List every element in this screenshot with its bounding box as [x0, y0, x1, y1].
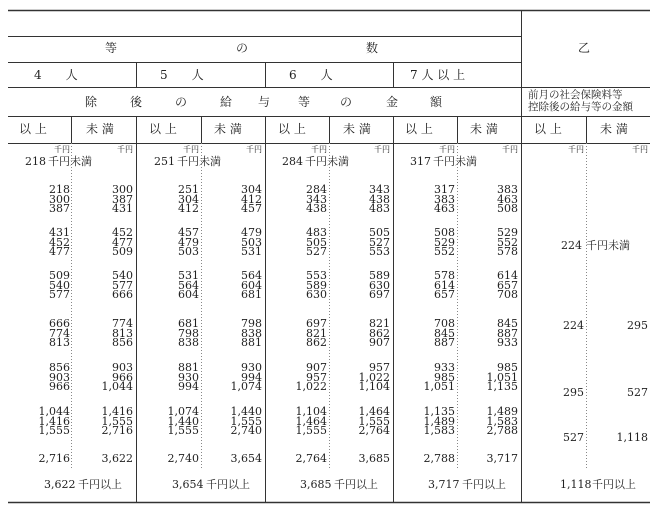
cell-ijo: 681 [178, 317, 199, 330]
cell-ijo: 862 [306, 336, 327, 349]
cell-miman: 2,740 [230, 424, 262, 437]
cell-first-value: 251 [154, 155, 175, 168]
cell-under-label: 千円未満 [177, 155, 221, 168]
cell-ijo: 1,416 [38, 414, 70, 428]
cell-miman: 1,074 [230, 380, 262, 393]
cell-miman: 477 [112, 235, 133, 249]
cell-miman: 553 [369, 245, 390, 258]
cell-ijo: 527 [306, 245, 327, 258]
header-people-6: 6 人 [289, 68, 333, 82]
cell-ijo: 431 [49, 226, 70, 239]
cell-miman: 985 [497, 361, 518, 374]
cell-ijo: 578 [434, 269, 455, 282]
otsu-first-value: 224 [561, 239, 582, 252]
col-header-miman: 未 満 [343, 122, 371, 136]
cell-ijo: 529 [434, 235, 455, 249]
cell-ijo: 300 [49, 192, 70, 206]
cell-miman: 697 [369, 288, 390, 301]
cell-ijo: 957 [306, 370, 327, 384]
header-deduct-char: の [340, 95, 353, 109]
unit-label: 千円 [183, 145, 199, 154]
cell-ijo: 251 [178, 183, 199, 196]
cell-miman: 2,716 [101, 424, 133, 437]
cell-miman: 862 [369, 326, 390, 340]
cell-ijo: 304 [178, 192, 199, 206]
cell-ijo: 553 [306, 269, 327, 282]
cell-miman: 630 [369, 278, 390, 292]
unit-label: 千円 [246, 145, 262, 154]
header-people-5: 5 人 [160, 68, 204, 82]
cell-miman: 1,555 [230, 414, 262, 428]
cell-miman: 614 [497, 269, 518, 282]
cell-miman: 966 [112, 370, 133, 384]
unit-label: 千円 [439, 145, 455, 154]
cell-ijo: 284 [306, 183, 327, 196]
cell-miman: 527 [369, 235, 390, 249]
otsu-over-label: 千円以上 [592, 478, 636, 491]
cell-last-value: 3,685 [300, 478, 332, 491]
cell-miman: 1,051 [486, 370, 518, 384]
cell-miman: 2,788 [486, 424, 518, 437]
header-otsu-desc-1: 前月の社会保険料等 [528, 89, 623, 101]
header-deduct-char: 額 [430, 95, 443, 109]
cell-first-value: 218 [25, 155, 46, 168]
cell-under-label: 千円未満 [48, 155, 92, 168]
cell-miman: 3,622 [101, 452, 133, 465]
cell-ijo: 845 [434, 326, 455, 340]
col-header-ijo: 以 上 [278, 122, 306, 136]
cell-miman: 589 [369, 269, 390, 282]
cell-miman: 343 [369, 183, 390, 196]
cell-miman: 452 [112, 226, 133, 239]
header-char-to: 等 [105, 41, 118, 55]
col-header-ijo: 以 上 [149, 122, 177, 136]
cell-ijo: 604 [178, 288, 199, 301]
cell-ijo: 614 [434, 278, 455, 292]
cell-miman: 798 [241, 317, 262, 330]
cell-ijo: 503 [178, 245, 199, 258]
cell-ijo: 477 [49, 245, 70, 258]
cell-miman: 479 [241, 226, 262, 239]
cell-miman: 505 [369, 226, 390, 239]
cell-miman: 483 [369, 202, 390, 215]
otsu-miman: 1,118 [616, 431, 648, 444]
cell-miman: 463 [497, 192, 518, 206]
cell-miman: 503 [241, 235, 262, 249]
cell-ijo: 1,489 [423, 414, 455, 428]
cell-miman: 383 [497, 183, 518, 196]
unit-label: 千円 [502, 145, 518, 154]
header-deduct-char: 後 [130, 95, 143, 109]
cell-miman: 1,104 [358, 380, 390, 393]
cell-ijo: 813 [49, 336, 70, 349]
header-deduct-char: 等 [298, 95, 311, 109]
header-otsu: 乙 [578, 41, 591, 55]
otsu-last-value: 1,118 [560, 478, 592, 491]
cell-ijo: 821 [306, 326, 327, 340]
cell-ijo: 463 [434, 202, 455, 215]
cell-ijo: 343 [306, 192, 327, 206]
header-char-no: の [236, 41, 249, 55]
unit-label: 千円 [311, 145, 327, 154]
cell-ijo: 881 [178, 361, 199, 374]
col-header-ijo: 以 上 [534, 122, 562, 136]
col-header-miman: 未 満 [86, 122, 114, 136]
cell-ijo: 907 [306, 361, 327, 374]
cell-ijo: 966 [49, 380, 70, 393]
cell-over-label: 千円以上 [206, 478, 250, 491]
cell-ijo: 994 [178, 380, 199, 393]
cell-ijo: 887 [434, 336, 455, 349]
cell-ijo: 1,022 [295, 380, 327, 393]
cell-ijo: 630 [306, 288, 327, 301]
header-deduct-char: 給 [220, 95, 233, 109]
cell-miman: 681 [241, 288, 262, 301]
cell-miman: 708 [497, 288, 518, 301]
cell-under-label: 千円未満 [305, 155, 349, 168]
header-deduct-char: の [175, 95, 188, 109]
cell-ijo: 552 [434, 245, 455, 258]
cell-ijo: 666 [49, 317, 70, 330]
cell-miman: 666 [112, 288, 133, 301]
col-header-ijo: 以 上 [19, 122, 47, 136]
col-header-ijo: 以 上 [405, 122, 433, 136]
cell-ijo: 577 [49, 288, 70, 301]
cell-miman: 838 [241, 326, 262, 340]
cell-miman: 457 [241, 202, 262, 215]
otsu-ijo: 224 [563, 319, 584, 332]
cell-miman: 3,685 [358, 452, 390, 465]
header-deduct-char: 金 [386, 95, 399, 109]
col-header-miman: 未 満 [470, 122, 498, 136]
cell-ijo: 1,074 [167, 405, 199, 418]
cell-miman: 1,022 [358, 370, 390, 384]
cell-ijo: 985 [434, 370, 455, 384]
cell-ijo: 1,555 [38, 424, 70, 437]
header-deduct-char: 与 [258, 95, 271, 109]
cell-ijo: 933 [434, 361, 455, 374]
cell-miman: 1,489 [486, 405, 518, 418]
cell-ijo: 2,740 [167, 452, 199, 465]
cell-ijo: 774 [49, 326, 70, 340]
cell-miman: 508 [497, 202, 518, 215]
cell-miman: 387 [112, 192, 133, 206]
cell-ijo: 457 [178, 226, 199, 239]
cell-ijo: 856 [49, 361, 70, 374]
unit-label: 千円 [117, 145, 133, 154]
cell-miman: 509 [112, 245, 133, 258]
cell-ijo: 412 [178, 202, 199, 215]
cell-ijo: 317 [434, 183, 455, 196]
cell-miman: 887 [497, 326, 518, 340]
cell-over-label: 千円以上 [462, 478, 506, 491]
cell-miman: 1,464 [358, 405, 390, 418]
cell-miman: 577 [112, 278, 133, 292]
otsu-under-label: 千円未満 [586, 239, 630, 252]
cell-miman: 1,555 [358, 414, 390, 428]
cell-miman: 907 [369, 336, 390, 349]
cell-ijo: 509 [49, 269, 70, 282]
header-people-4: 4 人 [34, 68, 78, 82]
cell-ijo: 505 [306, 235, 327, 249]
cell-miman: 529 [497, 226, 518, 239]
header-people-7: 7 人 以 上 [410, 68, 466, 82]
cell-miman: 578 [497, 245, 518, 258]
cell-ijo: 708 [434, 317, 455, 330]
cell-miman: 1,044 [101, 380, 133, 393]
cell-first-value: 317 [410, 155, 431, 168]
cell-ijo: 218 [49, 183, 70, 196]
cell-miman: 994 [241, 370, 262, 384]
cell-ijo: 1,440 [167, 414, 199, 428]
cell-ijo: 2,788 [423, 452, 455, 465]
header-char-kazu: 数 [366, 41, 379, 55]
cell-miman: 903 [112, 361, 133, 374]
unit-label: 千円 [568, 145, 584, 154]
cell-last-value: 3,717 [428, 478, 460, 491]
cell-ijo: 438 [306, 202, 327, 215]
header-deduct-char: 除 [85, 95, 98, 109]
cell-miman: 1,135 [486, 380, 518, 393]
cell-miman: 813 [112, 326, 133, 340]
cell-ijo: 697 [306, 317, 327, 330]
cell-miman: 431 [112, 202, 133, 215]
cell-ijo: 2,764 [295, 452, 327, 465]
cell-ijo: 903 [49, 370, 70, 384]
cell-under-label: 千円未満 [433, 155, 477, 168]
cell-miman: 774 [112, 317, 133, 330]
cell-ijo: 564 [178, 278, 199, 292]
cell-ijo: 1,555 [167, 424, 199, 437]
cell-first-value: 284 [282, 155, 303, 168]
cell-ijo: 1,044 [38, 405, 70, 418]
cell-ijo: 452 [49, 235, 70, 249]
cell-miman: 1,440 [230, 405, 262, 418]
cell-ijo: 589 [306, 278, 327, 292]
cell-miman: 552 [497, 235, 518, 249]
unit-label: 千円 [54, 145, 70, 154]
cell-miman: 3,717 [486, 452, 518, 465]
cell-ijo: 1,555 [295, 424, 327, 437]
cell-miman: 3,654 [230, 452, 262, 465]
cell-miman: 1,416 [101, 405, 133, 418]
cell-ijo: 540 [49, 278, 70, 292]
cell-ijo: 383 [434, 192, 455, 206]
cell-ijo: 930 [178, 370, 199, 384]
cell-miman: 821 [369, 317, 390, 330]
col-header-miman: 未 満 [214, 122, 242, 136]
cell-ijo: 1,104 [295, 405, 327, 418]
cell-ijo: 1,464 [295, 414, 327, 428]
cell-ijo: 508 [434, 226, 455, 239]
cell-miman: 531 [241, 245, 262, 258]
cell-ijo: 1,051 [423, 380, 455, 393]
cell-ijo: 657 [434, 288, 455, 301]
header-otsu-desc-2: 控除後の給与等の金額 [528, 101, 633, 113]
cell-ijo: 387 [49, 202, 70, 215]
cell-miman: 845 [497, 317, 518, 330]
cell-miman: 2,764 [358, 424, 390, 437]
cell-miman: 604 [241, 278, 262, 292]
cell-last-value: 3,654 [172, 478, 204, 491]
cell-miman: 300 [112, 183, 133, 196]
otsu-ijo: 527 [563, 431, 584, 444]
cell-ijo: 838 [178, 336, 199, 349]
cell-ijo: 1,583 [423, 424, 455, 437]
col-header-miman: 未 満 [600, 122, 628, 136]
cell-miman: 957 [369, 361, 390, 374]
cell-last-value: 3,622 [44, 478, 76, 491]
cell-miman: 856 [112, 336, 133, 349]
cell-miman: 657 [497, 278, 518, 292]
cell-miman: 930 [241, 361, 262, 374]
cell-miman: 412 [241, 192, 262, 206]
cell-miman: 564 [241, 269, 262, 282]
cell-miman: 1,555 [101, 414, 133, 428]
cell-miman: 438 [369, 192, 390, 206]
cell-miman: 540 [112, 269, 133, 282]
cell-ijo: 483 [306, 226, 327, 239]
cell-over-label: 千円以上 [78, 478, 122, 491]
cell-ijo: 798 [178, 326, 199, 340]
cell-ijo: 1,135 [423, 405, 455, 418]
cell-miman: 304 [241, 183, 262, 196]
cell-ijo: 479 [178, 235, 199, 249]
unit-label: 千円 [374, 145, 390, 154]
cell-ijo: 2,716 [38, 452, 70, 465]
unit-label: 千円 [632, 145, 648, 154]
cell-miman: 1,583 [486, 414, 518, 428]
cell-miman: 933 [497, 336, 518, 349]
otsu-miman: 527 [627, 386, 648, 399]
otsu-ijo: 295 [563, 386, 584, 399]
cell-ijo: 531 [178, 269, 199, 282]
cell-over-label: 千円以上 [334, 478, 378, 491]
cell-miman: 881 [241, 336, 262, 349]
otsu-miman: 295 [627, 319, 648, 332]
